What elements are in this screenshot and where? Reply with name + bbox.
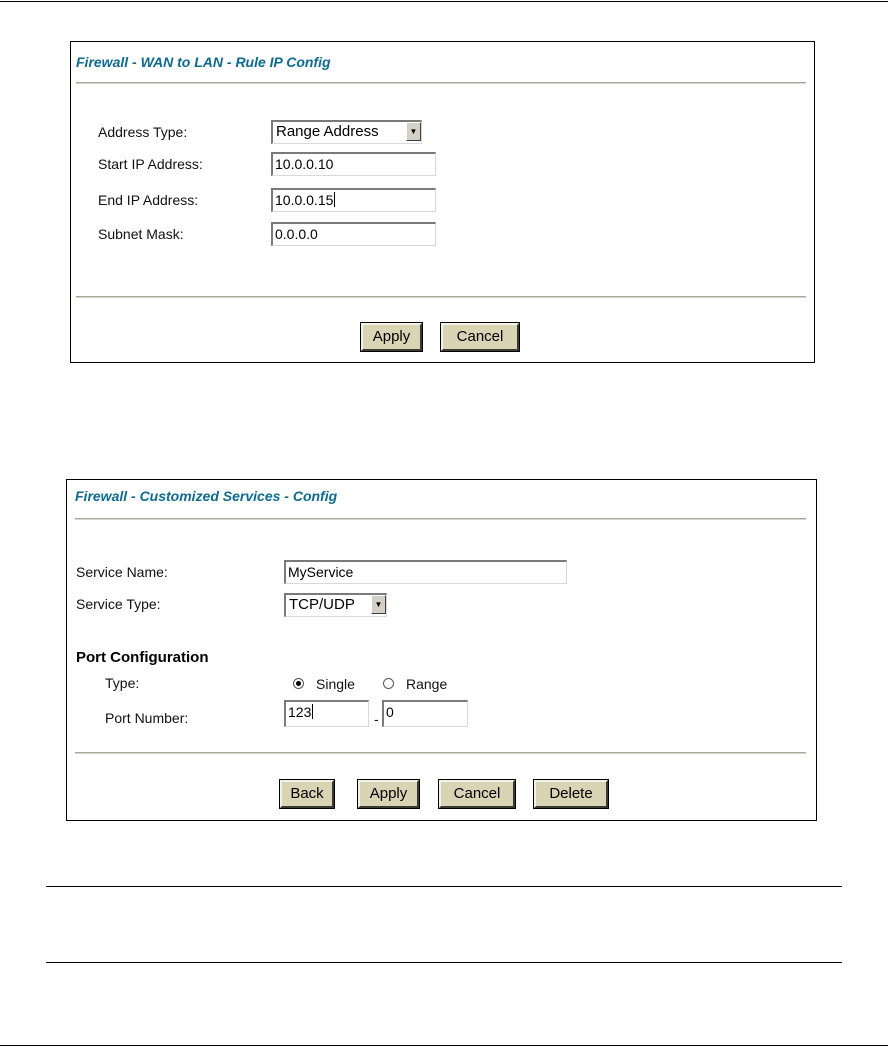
address-type-label: Address Type:	[98, 124, 188, 140]
subnet-mask-input[interactable]	[271, 222, 436, 246]
service-type-label: Service Type:	[76, 596, 161, 612]
port-configuration-heading: Port Configuration	[76, 649, 209, 666]
service-name-input[interactable]	[284, 560, 567, 584]
cancel-button[interactable]: Cancel	[439, 780, 515, 808]
subnet-mask-label: Subnet Mask:	[98, 226, 184, 242]
panel-title: Firewall - Customized Services - Config	[75, 488, 338, 504]
customized-services-panel	[66, 479, 817, 821]
address-type-value: Range Address	[276, 123, 379, 140]
delete-button[interactable]: Delete	[534, 780, 608, 808]
note-top-rule	[46, 886, 842, 887]
apply-button[interactable]: Apply	[358, 780, 419, 808]
note-bottom-rule	[46, 962, 842, 963]
range-label[interactable]: Range	[406, 676, 448, 692]
single-radio[interactable]	[293, 678, 304, 689]
footer-separator	[75, 752, 806, 754]
apply-button[interactable]: Apply	[361, 323, 422, 351]
end-ip-value: 10.0.0.15	[275, 192, 334, 208]
cancel-button[interactable]: Cancel	[441, 323, 519, 351]
range-radio[interactable]	[383, 678, 394, 689]
port-end-input[interactable]	[382, 700, 468, 727]
rule-ip-config-panel	[70, 41, 815, 363]
port-start-input[interactable]	[284, 700, 369, 727]
end-ip-label: End IP Address:	[98, 192, 199, 208]
single-label[interactable]: Single	[316, 676, 355, 692]
start-ip-label: Start IP Address:	[98, 156, 203, 172]
address-type-select[interactable]	[271, 120, 422, 144]
page-top-rule	[0, 1, 888, 2]
subnet-mask-value: 0.0.0.0	[275, 226, 318, 242]
title-separator	[76, 82, 806, 84]
end-ip-input[interactable]	[271, 188, 436, 212]
back-button[interactable]: Back	[280, 780, 334, 808]
service-type-value: TCP/UDP	[289, 596, 355, 613]
text-caret	[312, 704, 313, 719]
footer-separator	[76, 296, 806, 298]
port-range-separator: -	[374, 711, 379, 727]
port-end-value: 0	[386, 704, 394, 720]
port-number-label: Port Number:	[105, 710, 189, 726]
start-ip-input[interactable]	[271, 152, 436, 176]
title-separator	[75, 518, 806, 520]
chevron-down-icon[interactable]: ▼	[406, 122, 421, 141]
service-name-value: MyService	[288, 564, 354, 580]
page-bottom-rule	[0, 1045, 888, 1046]
service-type-select[interactable]	[284, 593, 387, 617]
port-start-value: 123	[288, 704, 312, 720]
panel-title: Firewall - WAN to LAN - Rule IP Config	[76, 54, 331, 70]
start-ip-value: 10.0.0.10	[275, 156, 334, 172]
chevron-down-icon[interactable]: ▼	[371, 595, 386, 614]
service-name-label: Service Name:	[76, 564, 168, 580]
type-label: Type:	[105, 675, 140, 691]
text-caret	[334, 192, 335, 207]
